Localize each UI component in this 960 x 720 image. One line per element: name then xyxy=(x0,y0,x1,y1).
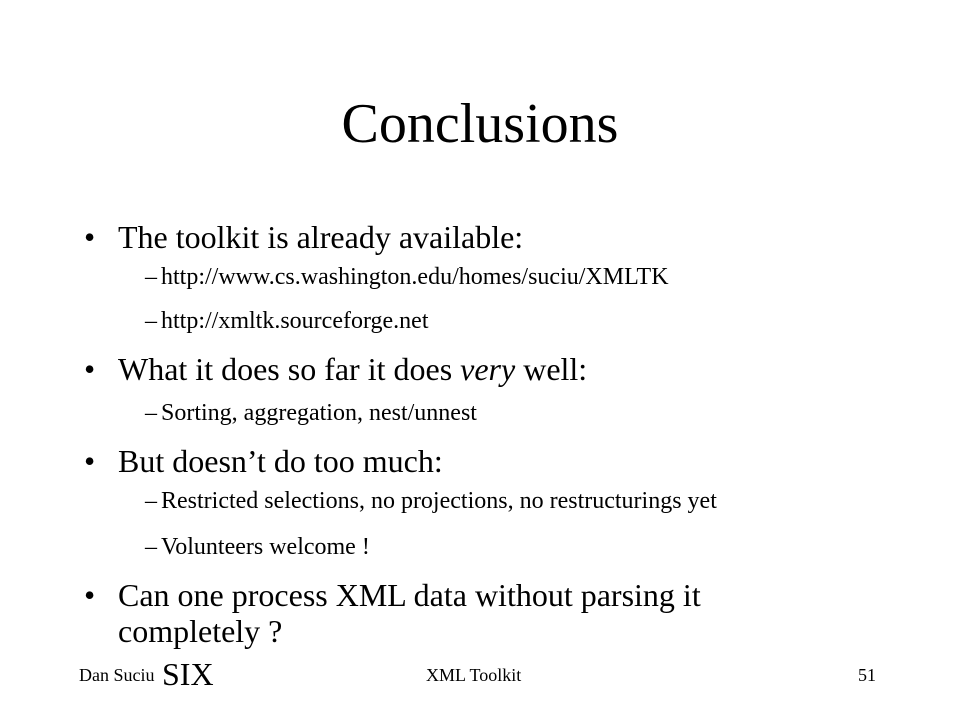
dash-icon: – xyxy=(145,488,157,514)
sub-bullet-text: Restricted selections, no projections, no restructurings yet xyxy=(161,488,717,514)
bullet-text-line-1: Can one process XML data without parsing it xyxy=(118,577,701,613)
dash-icon: – xyxy=(145,308,157,334)
sub-bullet-url-sourceforge[interactable] xyxy=(145,306,429,336)
bullet-text-part: well: xyxy=(515,351,588,387)
sub-bullet-text: Sorting, aggregation, nest/unnest xyxy=(161,400,477,426)
footer-author: Dan Suciu xyxy=(79,665,155,685)
dash-icon: – xyxy=(145,534,157,560)
bullet-text-part: What it does so far it does xyxy=(118,351,461,387)
sub-bullet-volunteers xyxy=(145,532,370,562)
bullet-text-line-2: completely ? xyxy=(118,613,283,649)
slide-title: Conclusions xyxy=(341,93,619,155)
bullet-text: The toolkit is already available: xyxy=(118,219,524,255)
bullet-icon: • xyxy=(84,219,96,255)
six-logo: SIX xyxy=(162,656,214,692)
dash-icon: – xyxy=(145,400,157,426)
sub-bullet-text: http://xmltk.sourceforge.net xyxy=(161,308,429,334)
sub-bullet-restricted xyxy=(145,486,717,516)
bullet-text: But doesn’t do too much: xyxy=(118,443,443,479)
bullet-icon: • xyxy=(84,351,96,387)
bullet-icon: • xyxy=(84,577,96,613)
sub-bullet-text: http://www.cs.washington.edu/homes/suciu/XMLTK xyxy=(161,264,669,290)
bullet-text xyxy=(118,350,587,388)
sub-bullet-text: Volunteers welcome ! xyxy=(161,534,370,560)
bullet-text-emphasis: very xyxy=(460,351,516,387)
sub-bullet-url-washington[interactable] xyxy=(145,262,669,292)
footer-title: XML Toolkit xyxy=(426,665,522,685)
bullet-icon: • xyxy=(84,443,96,479)
dash-icon: – xyxy=(145,264,157,290)
footer-page-number: 51 xyxy=(858,665,876,685)
sub-bullet-sorting xyxy=(145,398,477,428)
